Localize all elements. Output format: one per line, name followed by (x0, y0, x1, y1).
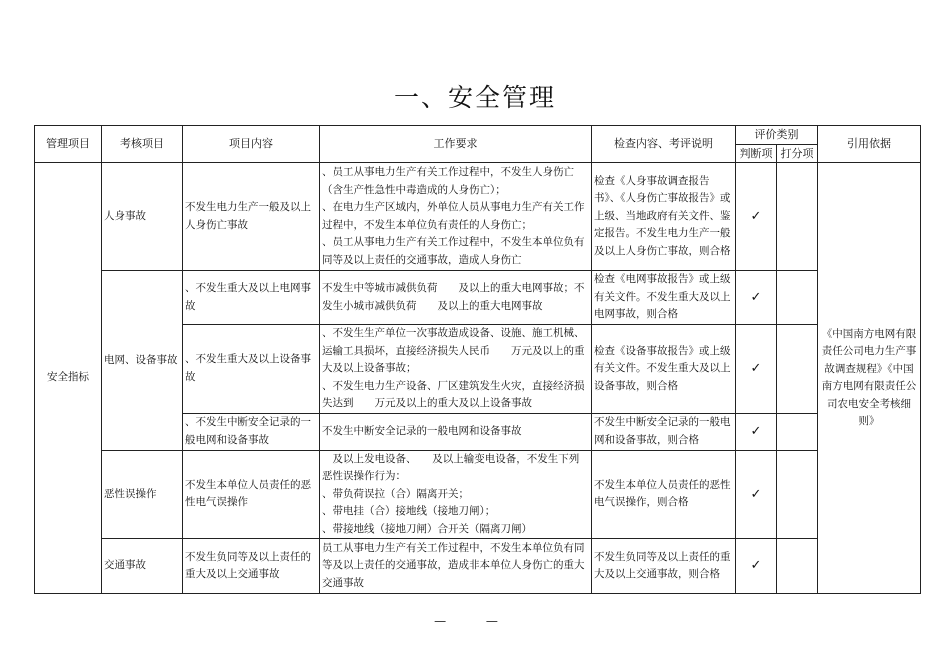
header-score: 打分项 (777, 144, 818, 163)
inspection-cell: 不发生负同等及以上责任的重大及以上交通事故，则合格 (592, 539, 736, 594)
table-row (35, 271, 921, 325)
score-cell (777, 450, 818, 539)
judge-check-mark: ✓ (736, 325, 777, 414)
requirements-cell: 不发生中断安全记录的一般电网和设备事故 (320, 413, 592, 450)
header-eval-category: 评价类别 (736, 126, 818, 145)
reference-cell: 《中国南方电网有限责任公司电力生产事故调查规程》《中国南方电网有限责任公司农电安全考核细则》 (818, 163, 921, 594)
header-reference: 引用依据 (818, 126, 921, 163)
inspection-cell: 不发生本单位人员责任的恶性电气误操作，则合格 (592, 450, 736, 539)
content-cell: 不发生负同等及以上责任的重大及以上交通事故 (183, 539, 320, 594)
safety-management-table (34, 125, 921, 594)
requirements-cell: 、员工从事电力生产有关工作过程中，不发生人身伤亡（含生产性急性中毒造成的人身伤亡）； 、在电力生产区域内，外单位人员从事电力生产有关工作过程中，不发生本单位负有责任的人身伤亡； 、员工从事电力生产有关工作过程中，不发生本单位负有同等及以上责任的交通事故，造成人身伤亡 (320, 163, 592, 271)
check-item-misop: 恶性误操作 (102, 450, 183, 539)
judge-check-mark: ✓ (736, 450, 777, 539)
requirements-cell: 员工从事电力生产有关工作过程中，不发生本单位负有同等及以上责任的交通事故，造成非本单位人身伤亡的重大交通事故 (320, 539, 592, 594)
header-content: 项目内容 (183, 126, 320, 163)
score-cell (777, 325, 818, 414)
header-inspection: 检查内容、考评说明 (592, 126, 736, 163)
header-requirements: 工作要求 (320, 126, 592, 163)
inspection-cell: 检查《电网事故报告》或上级有关文件。不发生重大及以上电网事故，则合格 (592, 271, 736, 325)
header-mgmt-item: 管理项目 (35, 126, 102, 163)
content-cell: 、不发生中断安全记录的一般电网和设备事故 (183, 413, 320, 450)
table-row (35, 539, 921, 594)
content-cell: 不发生本单位人员责任的恶性电气误操作 (183, 450, 320, 539)
score-cell (777, 413, 818, 450)
requirements-cell: 不发生中等城市减供负荷 及以上的重大电网事故；不发生小城市减供负荷 及以上的重大电网事故 (320, 271, 592, 325)
content-cell: 、不发生重大及以上设备事故 (183, 325, 320, 414)
table-row (35, 450, 921, 539)
content-cell: 不发生电力生产一般及以上人身伤亡事故 (183, 163, 320, 271)
inspection-cell: 检查《人身事故调查报告书》、《人身伤亡事故报告》或上级、当地政府有关文件、鉴定报告。不发生电力生产一般及以上人身伤亡事故，则合格 (592, 163, 736, 271)
score-cell (777, 163, 818, 271)
table-row (35, 163, 921, 271)
judge-check-mark: ✓ (736, 271, 777, 325)
judge-check-mark: ✓ (736, 163, 777, 271)
check-item-personal: 人身事故 (102, 163, 183, 271)
page-footer: — — (434, 614, 516, 628)
header-judge: 判断项 (736, 144, 777, 163)
check-item-grid: 电网、设备事故 (102, 271, 183, 451)
page-title: 一、安全管理 (393, 83, 556, 112)
judge-check-mark: ✓ (736, 413, 777, 450)
requirements-cell: 及以上发电设备、 及以上输变电设备，不发生下列恶性误操作行为： 、带负荷误拉（合）隔离开关； 、带电挂（合）接地线（接地刀闸）； 、带接地线（接地刀闸）合开关（隔离刀闸） (320, 450, 592, 539)
judge-check-mark: ✓ (736, 539, 777, 594)
score-cell (777, 539, 818, 594)
content-cell: 、不发生重大及以上电网事故 (183, 271, 320, 325)
inspection-cell: 不发生中断安全记录的一般电网和设备事故，则合格 (592, 413, 736, 450)
score-cell (777, 271, 818, 325)
inspection-cell: 检查《设备事故报告》或上级有关文件。不发生重大及以上设备事故，则合格 (592, 325, 736, 414)
check-item-traffic: 交通事故 (102, 539, 183, 594)
requirements-cell: 、不发生生产单位一次事故造成设备、设施、施工机械、运输工具损坏，直接经济损失人民币 万元及以上的重大及以上设备事故； 、不发生电力生产设备、厂区建筑发生火灾，直接经济损失达到 万元及以上的重大及以上设备事故 (320, 325, 592, 414)
mgmt-item-cell: 安全指标 (35, 163, 102, 594)
header-check-item: 考核项目 (102, 126, 183, 163)
